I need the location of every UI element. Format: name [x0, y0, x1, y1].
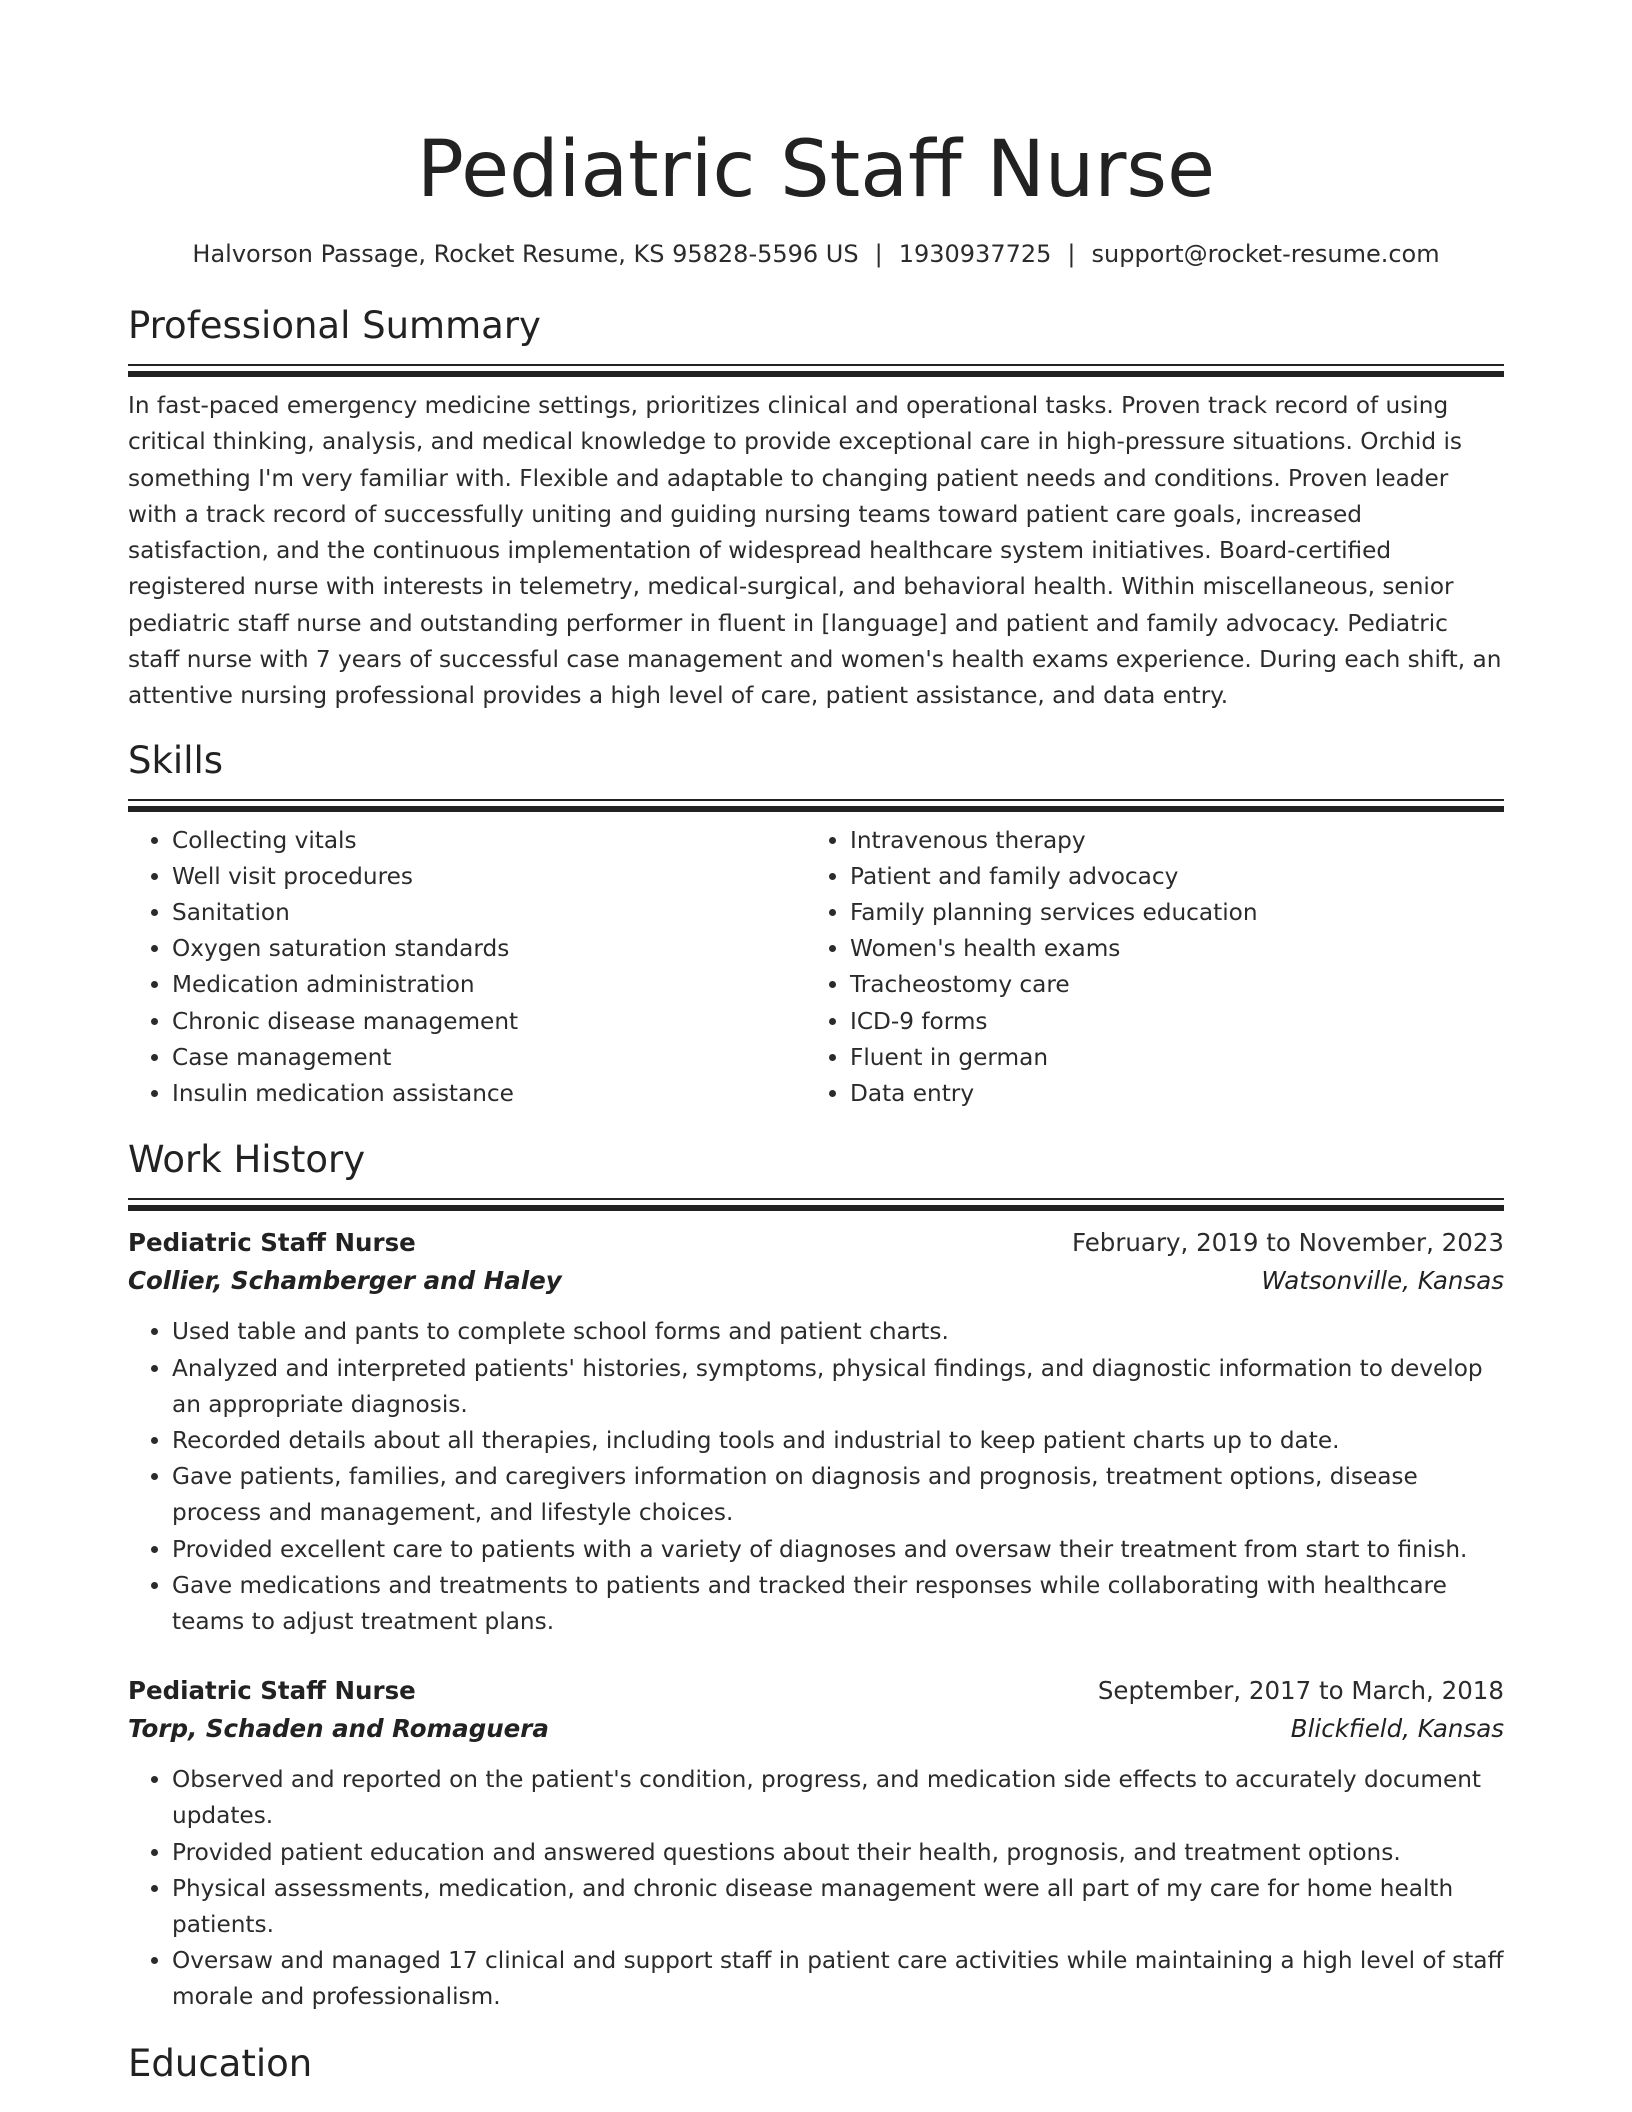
job-duty: • Recorded details about all therapies, including tools and industrial to keep patient charts up to date.: [172, 1423, 1504, 1459]
job-dates: February, 2019 to November, 2023: [1071, 1228, 1504, 1258]
skill-item: • Family planning services education: [850, 895, 1504, 931]
skill-item: • Intravenous therapy: [850, 823, 1504, 859]
skills-section: [128, 739, 1504, 1113]
skill-item: • Chronic disease management: [172, 1004, 806, 1040]
skill-item: • Data entry: [850, 1076, 1504, 1112]
job-company: Collier, Schamberger and Haley: [128, 1266, 562, 1296]
job-subheader: [128, 1262, 1504, 1300]
contact-separator: |: [874, 240, 883, 268]
skill-item: • Patient and family advocacy: [850, 859, 1504, 895]
job-duty: • Physical assessments, medication, and chronic disease management were all part of my care for home health patients.: [172, 1871, 1504, 1943]
contact-phone: 1930937725: [898, 240, 1052, 268]
contact-address: Halvorson Passage, Rocket Resume, KS 95828-5596 US: [192, 240, 859, 268]
job-duties-list: [128, 1762, 1504, 2015]
contact-line: [128, 238, 1504, 270]
summary-section: [128, 304, 1504, 715]
skill-item: • Well visit procedures: [172, 859, 806, 895]
skills-list-left: [128, 823, 806, 1113]
job-duties-list: [128, 1314, 1504, 1640]
education-section: [128, 2042, 1504, 2086]
job-location: Watsonville, Kansas: [1261, 1266, 1504, 1296]
section-divider: [128, 1198, 1504, 1210]
skills-list-right: [806, 823, 1504, 1113]
section-divider: [128, 799, 1504, 811]
skill-item: • Tracheostomy care: [850, 967, 1504, 1003]
candidate-name: Pediatric Staff Nurse: [416, 125, 1216, 215]
job-duty: • Oversaw and managed 17 clinical and support staff in patient care activities while maintaining a high level of staff morale and professionalism.: [172, 1943, 1504, 2015]
job-company: Torp, Schaden and Romaguera: [128, 1714, 549, 1744]
education-heading: Education: [128, 2041, 313, 2085]
job-location: Blickfield, Kansas: [1290, 1714, 1504, 1744]
summary-text: In fast-paced emergency medicine settings, prioritizes clinical and operational tasks. Proven track record of using critical thinking, analysis, and medical knowledge to provide exceptional care in high-pressure situations. Orchid is something I'm very familiar with. Flexible and adaptable to changing patient needs and conditions. Proven leader with a track record of successfully uniting and guiding nursing teams toward patient care goals, increased satisfaction, and the continuous implementation of widespread healthcare system initiatives. Board-certified registered nurse with interests in telemetry, medical-surgical, and behavioral health. Within miscellaneous, senior pediatric staff nurse and outstanding performer in fluent in [language] and patient and family advocacy. Pediatric staff nurse with 7 years of successful case management and women's health exams experience. During each shift, an attentive nursing professional provides a high level of care, patient assistance, and data entry.: [128, 392, 1502, 710]
job-duty: • Analyzed and interpreted patients' histories, symptoms, physical findings, and diagnostic information to develop an appropriate diagnosis.: [172, 1351, 1504, 1423]
skill-item: • Collecting vitals: [172, 823, 806, 859]
job-title: Pediatric Staff Nurse: [128, 1676, 416, 1706]
skill-item: • Fluent in german: [850, 1040, 1504, 1076]
skill-item: • Insulin medication assistance: [172, 1076, 806, 1112]
skill-item: • Case management: [172, 1040, 806, 1076]
job-duty: • Provided excellent care to patients with a variety of diagnoses and oversaw their treatment from start to finish.: [172, 1532, 1504, 1568]
skill-item: • Oxygen saturation standards: [172, 931, 806, 967]
job-duty: • Observed and reported on the patient's condition, progress, and medication side effects to accurately document updates.: [172, 1762, 1504, 1834]
work-history-section: [128, 1138, 1504, 2015]
section-divider: [128, 364, 1504, 376]
resume-page: [128, 0, 1504, 2086]
skill-item: • ICD-9 forms: [850, 1004, 1504, 1040]
job-title: Pediatric Staff Nurse: [128, 1228, 416, 1258]
contact-email[interactable]: support@rocket-resume.com: [1091, 240, 1440, 268]
job-entry: [128, 1224, 1504, 1640]
job-duty: • Gave medications and treatments to patients and tracked their responses while collaborating with healthcare teams to adjust treatment plans.: [172, 1568, 1504, 1640]
job-header: [128, 1672, 1504, 1710]
skill-item: • Medication administration: [172, 967, 806, 1003]
job-duty: • Gave patients, families, and caregivers information on diagnosis and prognosis, treatment options, disease process and management, and lifestyle choices.: [172, 1459, 1504, 1531]
job-entry: [128, 1672, 1504, 2015]
contact-separator: |: [1067, 240, 1076, 268]
skill-item: • Sanitation: [172, 895, 806, 931]
job-header: [128, 1224, 1504, 1262]
job-subheader: [128, 1710, 1504, 1748]
job-duty: • Used table and pants to complete school forms and patient charts.: [172, 1314, 1504, 1350]
job-dates: September, 2017 to March, 2018: [1097, 1676, 1504, 1706]
skill-item: • Women's health exams: [850, 931, 1504, 967]
summary-heading: Professional Summary: [128, 304, 541, 347]
job-duty: • Provided patient education and answered questions about their health, prognosis, and treatment options.: [172, 1835, 1504, 1871]
skills-columns: [128, 823, 1504, 1113]
work-history-heading: Work History: [128, 1138, 366, 1182]
skills-heading: Skills: [128, 738, 224, 782]
